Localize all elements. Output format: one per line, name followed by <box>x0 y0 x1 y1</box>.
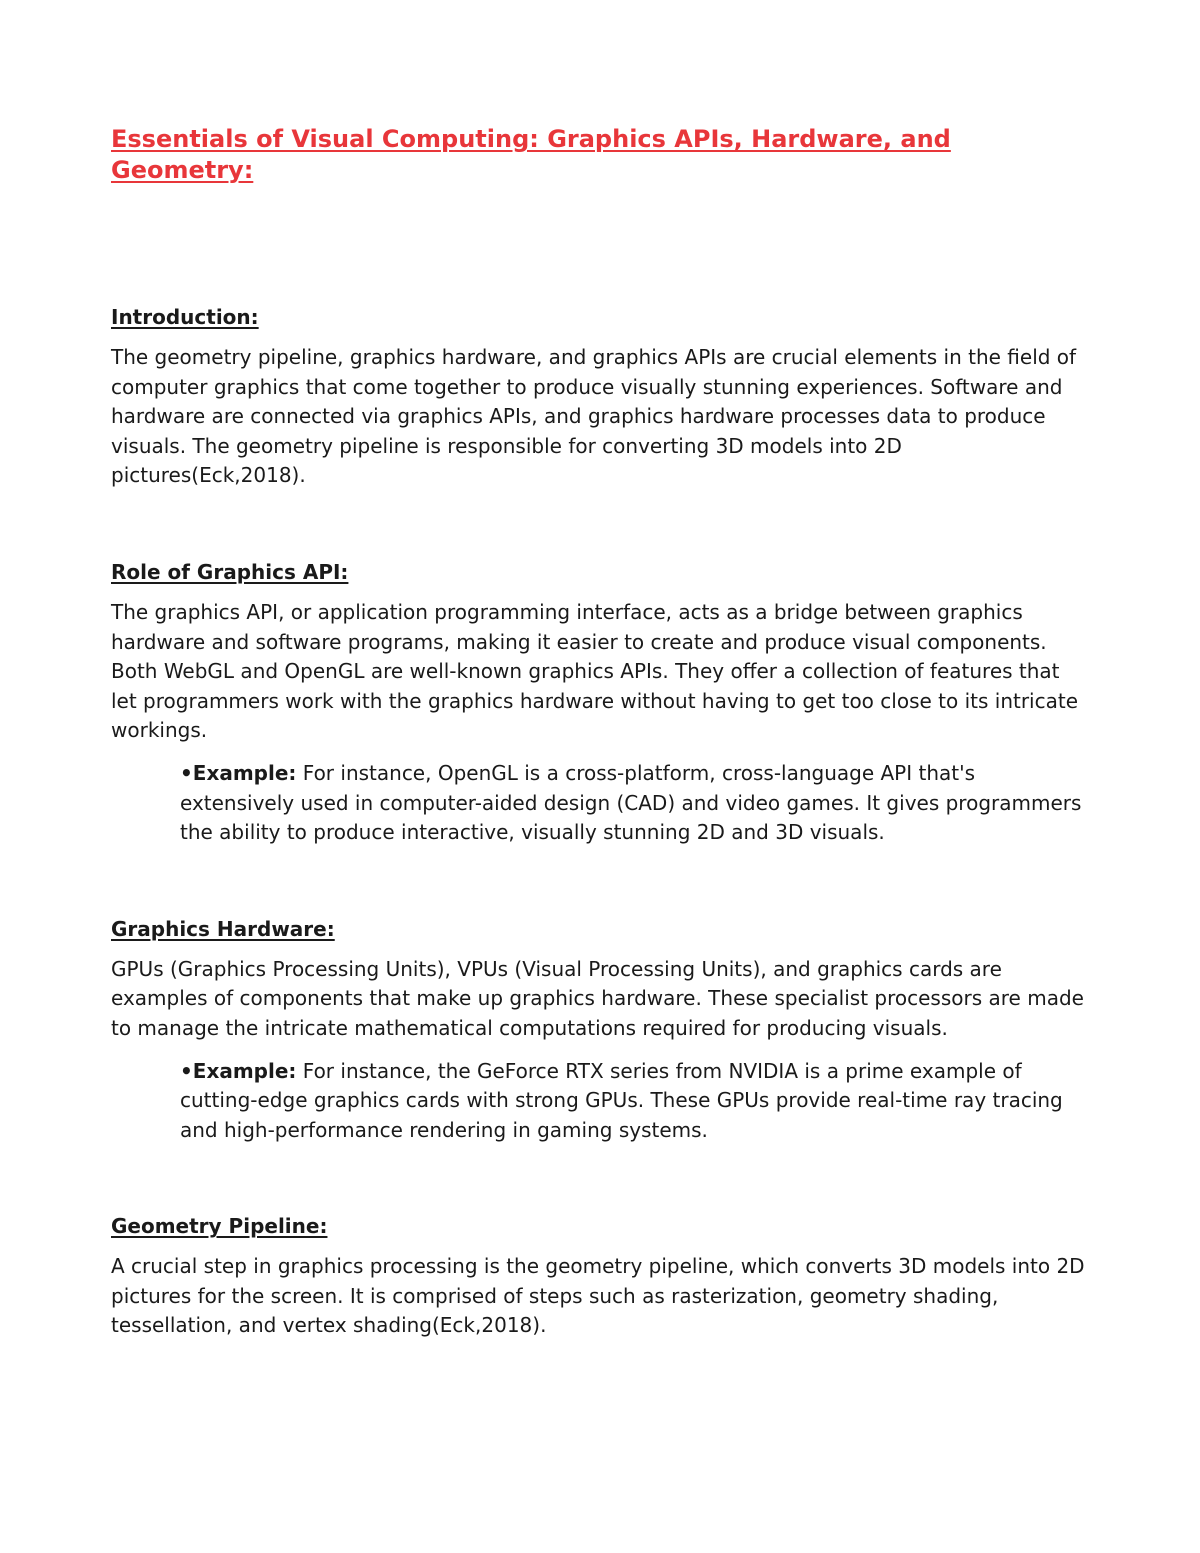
section-heading-geometry-pipeline: Geometry Pipeline: <box>111 1214 328 1239</box>
document-title: Essentials of Visual Computing: Graphics APIs, Hardware, and Geometry: <box>111 125 951 184</box>
example-label: •Example: <box>180 760 297 785</box>
section-heading-graphics-api: Role of Graphics API: <box>111 559 349 584</box>
section-body-introduction: The geometry pipeline, graphics hardware, and graphics APIs are crucial elements in the field of computer graphics that come together to produce visually stunning experiences. Software and hardware are connected via graphics APIs, and graphics hardware processes data to produce visuals. The geometry pipeline is responsible for converting 3D models into 2D pictures(Eck,2018). <box>111 345 1077 488</box>
example-label: •Example: <box>180 1058 297 1083</box>
section-body-graphics-hardware: GPUs (Graphics Processing Units), VPUs (Visual Processing Units), and graphics cards are examples of components that make up graphics hardware. These specialist processors are made to manage the intricate mathematical computations required for producing visuals. <box>111 956 1084 1040</box>
section-body-geometry-pipeline: A crucial step in graphics processing is the geometry pipeline, which converts 3D models into 2D pictures for the screen. It is comprised of steps such as rasterization, geometry shading, tessellation, and vertex shading(Eck,2018). <box>111 1254 1085 1338</box>
document-content <box>111 124 1091 1341</box>
section-body-graphics-api: The graphics API, or application programming interface, acts as a bridge between graphics hardware and software programs, making it easier to create and produce visual components. Both WebGL and OpenGL are well-known graphics APIs. They offer a collection of features that let programmers work with the graphics hardware without having to get too close to its intricate workings. <box>111 599 1079 743</box>
example-text: For instance, the GeForce RTX series from NVIDIA is a prime example of cutting-edge graphics cards with strong GPUs. These GPUs provide real-time ray tracing and high-performance rendering in gaming systems. <box>180 1058 1063 1142</box>
example-graphics-hardware <box>111 1057 1091 1146</box>
section-heading-graphics-hardware: Graphics Hardware: <box>111 916 335 941</box>
example-text: For instance, OpenGL is a cross-platform, cross-language API that's extensively used in computer-aided design (CAD) and video games. It gives programmers the ability to produce interactive, visually stunning 2D and 3D visuals. <box>180 760 1082 845</box>
section-heading-introduction: Introduction: <box>111 305 259 329</box>
example-graphics-api <box>111 759 1091 848</box>
